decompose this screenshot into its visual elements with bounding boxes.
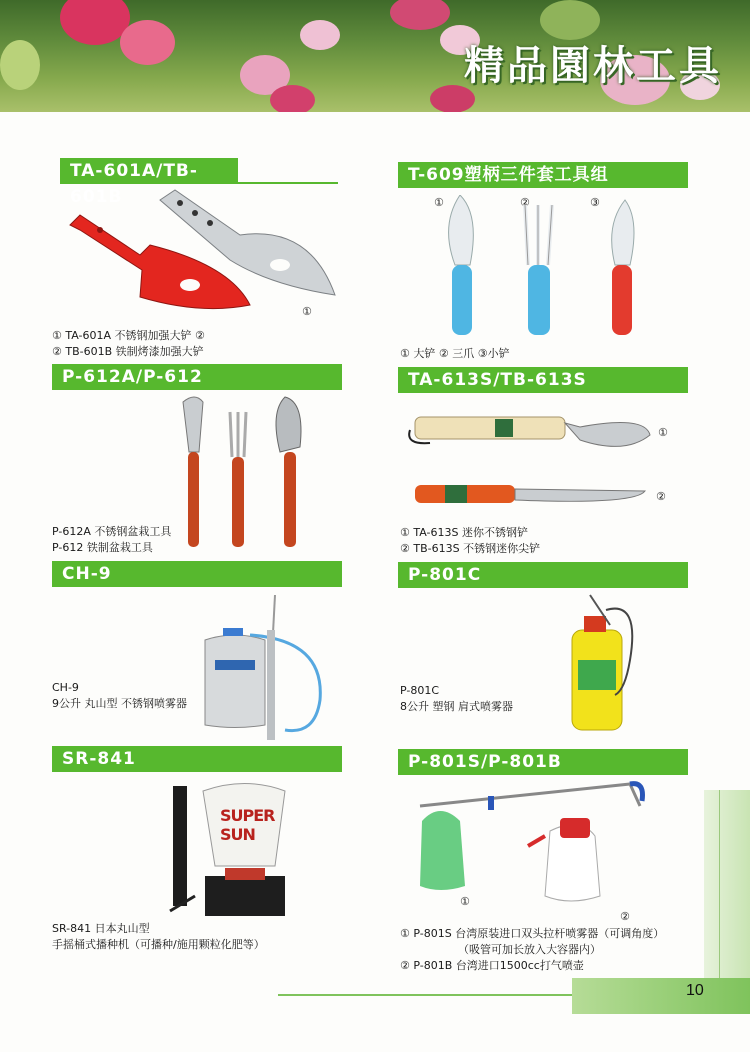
marker-3: ③ [590, 196, 600, 209]
caption-line: SR-841 日本丸山型 [52, 922, 150, 935]
product-image-mini-trowels [405, 405, 665, 525]
caption-line: P-612 铁制盆栽工具 [52, 541, 153, 554]
product-image-plastic-tools [440, 195, 660, 345]
section-header-p801c: P-801C [398, 562, 688, 588]
flower-decoration [0, 40, 40, 90]
section-header-ta601: TA-601A/TB-601B [60, 158, 238, 184]
caption-line: P-612A 不锈钢盆栽工具 [52, 525, 172, 538]
section-header-t609: T-609塑柄三件套工具组 [398, 162, 688, 188]
product-image-pump-sprayers [400, 776, 660, 916]
caption-line: ① TA-601A 不锈钢加强大铲 ② [52, 329, 205, 342]
flower-decoration [270, 85, 315, 112]
marker-2: ② [656, 490, 666, 503]
section-header-p801s: P-801S/P-801B [398, 749, 688, 775]
caption-line: ② TB-613S 不锈钢迷你尖铲 [400, 542, 541, 555]
flower-decoration [300, 20, 340, 50]
product-image-shoulder-sprayer [560, 590, 640, 740]
section-rule [238, 182, 338, 184]
product-image-pot-tools [175, 392, 325, 552]
flower-decoration [120, 20, 175, 65]
caption-line: ① P-801S 台湾原装进口双头拉杆喷雾器（可调角度） [400, 927, 665, 940]
footer-line [278, 994, 572, 996]
marker-1: ① [658, 426, 668, 439]
caption-line: ① TA-613S 迷你不锈钢铲 [400, 526, 528, 539]
section-header-p612: P-612A/P-612 [52, 364, 342, 390]
caption-line: P-801C [400, 684, 440, 697]
caption-line: 9公升 丸山型 不锈钢喷雾器 [52, 697, 187, 710]
caption-line: CH-9 [52, 681, 79, 694]
product-image-trowels [60, 185, 350, 325]
edge-decoration [704, 790, 750, 980]
section-header-sr841: SR-841 [52, 746, 342, 772]
caption-line: 8公升 塑钢 肩式喷雾器 [400, 700, 513, 713]
page-number: 10 [686, 982, 704, 999]
footer-bar [572, 978, 750, 1014]
marker-1: ① [302, 305, 312, 318]
marker-2: ② [520, 196, 530, 209]
product-logo: SUPER SUN [220, 806, 275, 844]
section-header-ta613: TA-613S/TB-613S [398, 367, 688, 393]
caption-line: ① 大铲 ② 三爪 ③小铲 [400, 347, 510, 360]
page-title: 精品園林工具 [464, 43, 722, 89]
marker-1: ① [434, 196, 444, 209]
header-banner [0, 0, 750, 112]
caption-line: ② TB-601B 铁制烤漆加强大铲 [52, 345, 204, 358]
caption-line: ② P-801B 台湾进口1500cc打气喷壶 [400, 959, 584, 972]
caption-line: （吸管可加长放入大容器内） [458, 943, 601, 956]
product-image-steel-sprayer [195, 590, 335, 740]
section-header-ch9: CH-9 [52, 561, 342, 587]
marker-2: ② [620, 910, 630, 923]
marker-1: ① [460, 895, 470, 908]
product-image-seeder [165, 776, 305, 926]
edge-line [719, 790, 720, 980]
caption-line: 手摇桶式播种机（可播种/施用颗粒化肥等） [52, 938, 265, 951]
flower-decoration [390, 0, 450, 30]
